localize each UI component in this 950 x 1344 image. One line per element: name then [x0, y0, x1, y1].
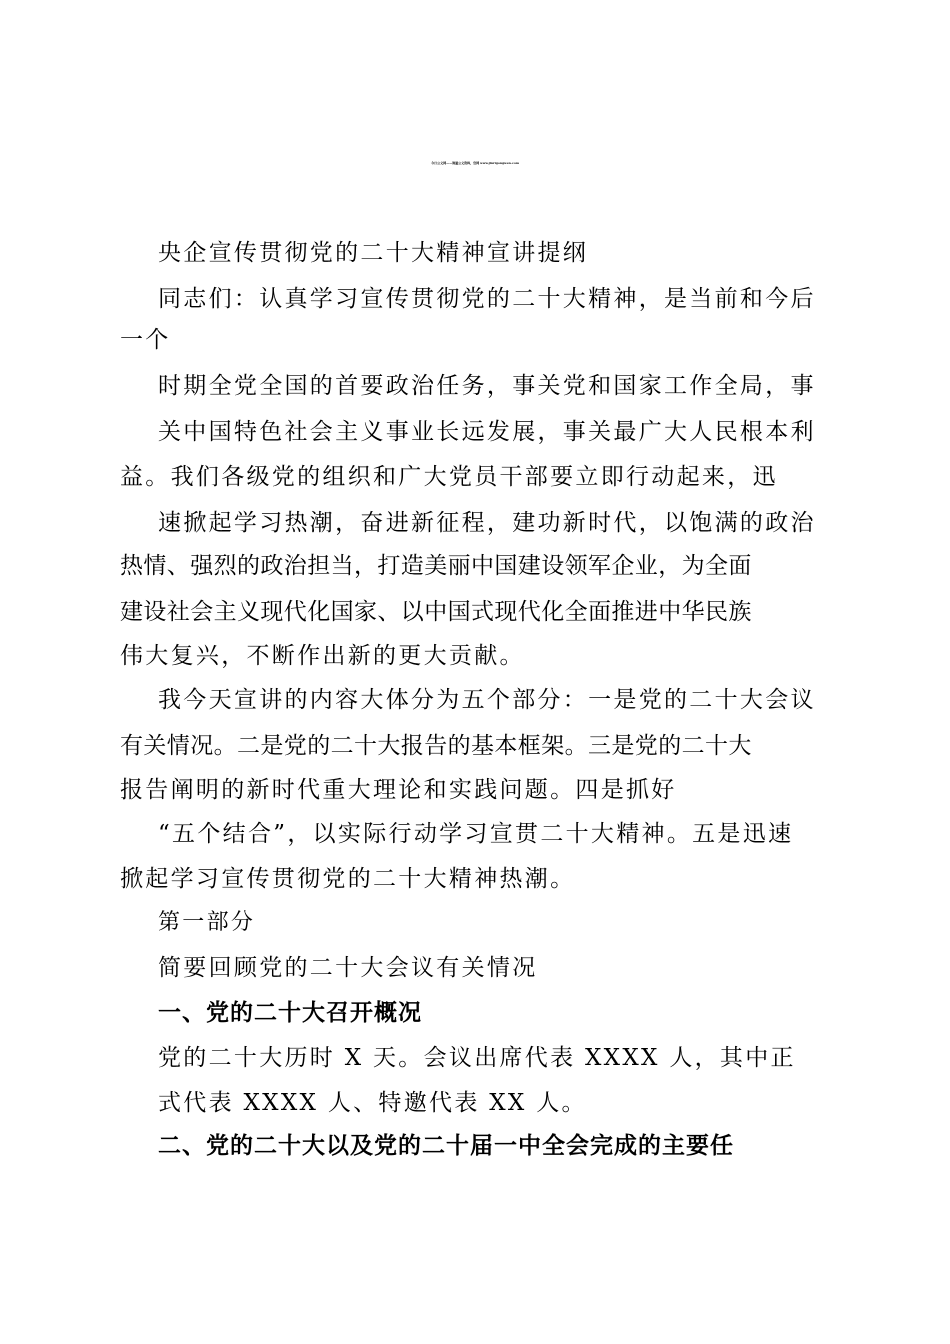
body-line: 同志们：认真学习宣传贯彻党的二十大精神，是当前和今后	[158, 286, 816, 312]
body-line: 式代表 XXXX 人、特邀代表 XX 人。	[158, 1090, 587, 1116]
body-line: 建设社会主义现代化国家、以中国式现代化全面推进中华民族	[120, 599, 752, 625]
body-line: 时期全党全国的首要政治任务，事关党和国家工作全局，事	[158, 373, 816, 399]
body-line: 关中国特色社会主义事业长远发展，事关最广大人民根本利	[158, 419, 816, 445]
body-line: 伟大复兴，不断作出新的更大贡献。	[120, 643, 525, 669]
page-header-banner: 今日公文网——海量公文资料，官网 www.jinrigongwen.com	[431, 161, 519, 165]
body-line: 掀起学习宣传贯彻党的二十大精神热潮。	[120, 866, 576, 892]
body-line: 党的二十大历时 X 天。会议出席代表 XXXX 人，其中正	[158, 1045, 796, 1071]
body-line: “五个结合”，以实际行动学习宣贯二十大精神。五是迅速	[158, 821, 794, 847]
subheading: 二、党的二十大以及党的二十届一中全会完成的主要任	[158, 1133, 734, 1159]
body-line: 热情、强烈的政治担当，打造美丽中国建设领军企业，为全面	[120, 553, 752, 579]
body-line: 报告阐明的新时代重大理论和实践问题。四是抓好	[120, 777, 677, 803]
document-title: 央企宣传贯彻党的二十大精神宣讲提纲	[158, 240, 589, 266]
section-title: 简要回顾党的二十大会议有关情况	[158, 955, 538, 981]
body-line: 速掀起学习热潮，奋进新征程，建功新时代，以饱满的政治	[158, 510, 816, 536]
body-line: 益。我们各级党的组织和广大党员干部要立即行动起来，迅	[120, 464, 778, 490]
body-line: 一个	[120, 327, 171, 353]
section-label: 第一部分	[158, 910, 256, 935]
body-line: 有关情况。二是党的二十大报告的基本框架。三是党的二十大	[120, 733, 752, 759]
subheading: 一、党的二十大召开概况	[158, 1000, 422, 1026]
body-line: 我今天宣讲的内容大体分为五个部分：一是党的二十大会议	[158, 687, 816, 713]
